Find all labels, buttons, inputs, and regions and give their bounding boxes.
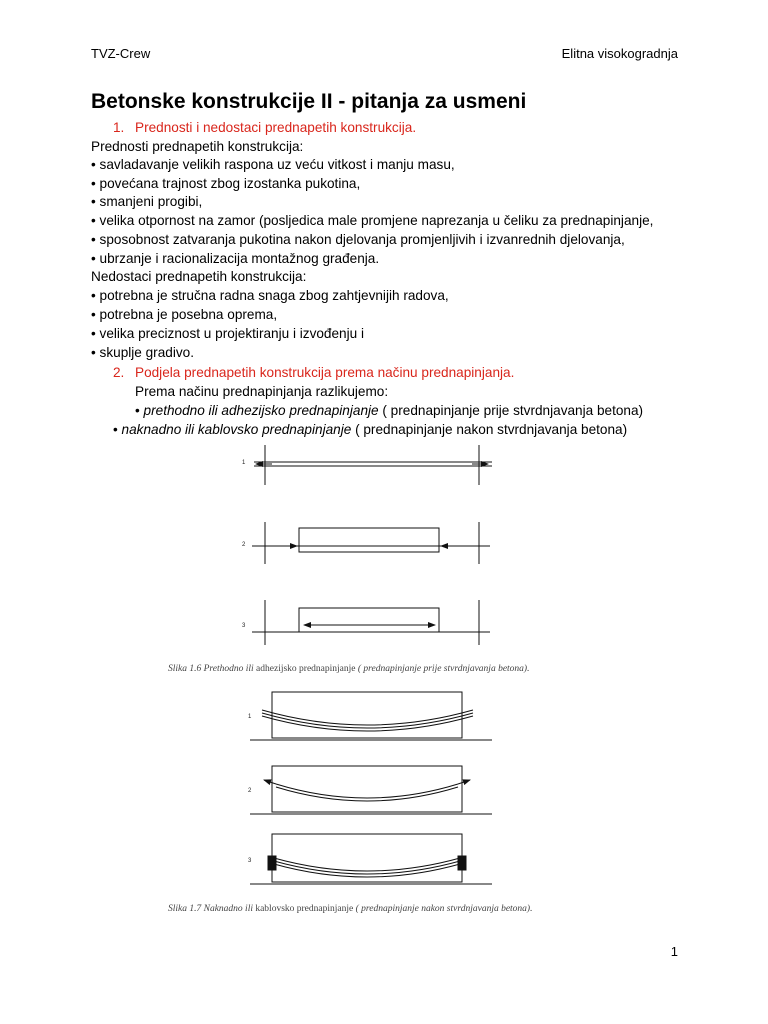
stage-label: 2 xyxy=(248,788,252,794)
disadvantage-item: • potrebna je stručna radna snaga zbog zahtjevnijih radova, xyxy=(91,288,449,303)
question-1-heading xyxy=(113,119,416,137)
method-name: naknadno ili kablovsko prednapinjanje xyxy=(121,422,352,437)
figure-1-6-caption: Slika 1.6 Prethodno ili adhezijsko prednapinjanje ( prednapinjanje prije stvrdnjavanja betona). xyxy=(168,664,530,674)
advantages-heading: Prednosti prednapetih konstrukcija: xyxy=(91,139,304,154)
stage-label: 3 xyxy=(248,858,252,864)
disadvantage-item: • potrebna je posebna oprema, xyxy=(91,307,278,322)
method-name: prethodno ili adhezijsko prednapinjanje xyxy=(143,403,379,418)
disadvantages-heading: Nedostaci prednapetih konstrukcija: xyxy=(91,269,307,284)
question-1-number: 1. xyxy=(113,120,125,135)
advantage-item: • ubrzanje i racionalizacija montažnog građenja. xyxy=(91,251,380,266)
page-title: Betonske konstrukcije II - pitanja za usmeni xyxy=(91,90,527,113)
advantage-item: • sposobnost zatvaranja pukotina nakon djelovanja promjenljivih i izvanrednih djelovanja, xyxy=(91,232,625,247)
stage-label: 2 xyxy=(242,542,246,548)
method-item-pretension: • prethodno ili adhezijsko prednapinjanje ( prednapinjanje prije stvrdnjavanja betona) xyxy=(135,403,644,418)
question-1-title: Prednosti i nedostaci prednapetih konstrukcija. xyxy=(135,120,417,135)
advantage-item: • povećana trajnost zbog izostanka pukotina, xyxy=(91,176,361,191)
disadvantage-item: • skuplje gradivo. xyxy=(91,345,194,360)
advantage-item: • savladavanje velikih raspona uz veću vitkost i manju masu, xyxy=(91,157,455,172)
pretensioning-diagram xyxy=(230,440,530,650)
question-2-heading xyxy=(113,364,514,382)
advantage-item: • velika otpornost na zamor (posljedica male promjene naprezanja u čeliku za prednapinjanje, xyxy=(91,213,654,228)
stage-label: 3 xyxy=(242,623,246,629)
stage-label: 1 xyxy=(242,460,246,466)
question-2-intro: Prema načinu prednapinjanja razlikujemo: xyxy=(135,384,389,399)
method-item-posttension: • naknadno ili kablovsko prednapinjanje ( prednapinjanje nakon stvrdnjavanja betona) xyxy=(113,422,628,437)
header-left: TVZ-Crew xyxy=(91,46,151,61)
stage-label: 1 xyxy=(248,714,252,720)
disadvantage-item: • velika preciznost u projektiranju i izvođenju i xyxy=(91,326,364,341)
advantage-item: • smanjeni progibi, xyxy=(91,194,203,209)
header-right: Elitna visokogradnja xyxy=(561,46,678,61)
question-2-number: 2. xyxy=(113,365,125,380)
page-number: 1 xyxy=(670,944,678,959)
posttensioning-diagram xyxy=(230,684,500,894)
figure-1-7-caption: Slika 1.7 Naknadno ili kablovsko prednapinjanje ( prednapinjanje nakon stvrdnjavanja betona). xyxy=(168,904,533,914)
question-2-title: Podjela prednapetih konstrukcija prema načinu prednapinjanja. xyxy=(135,365,515,380)
